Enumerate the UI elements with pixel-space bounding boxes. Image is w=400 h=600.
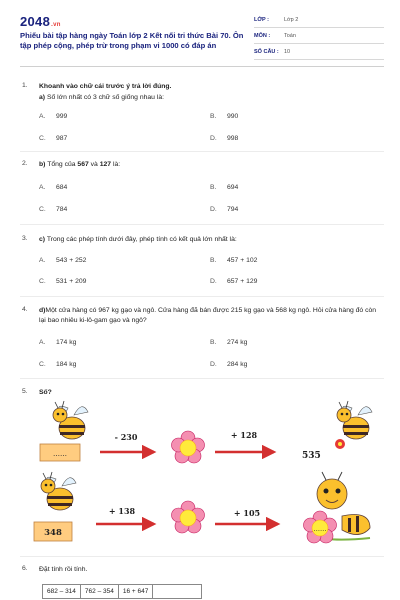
- option-value: 987: [56, 135, 68, 142]
- option-value: 990: [227, 113, 239, 120]
- question-instruction: [39, 82, 384, 92]
- result-number: 535: [302, 451, 321, 461]
- operation-label: - 230: [114, 432, 138, 442]
- option-a[interactable]: [39, 339, 76, 346]
- part-label: c): [39, 236, 46, 243]
- option-a[interactable]: [39, 113, 67, 120]
- option-letter: B.: [210, 339, 217, 346]
- question-number: 6.: [22, 565, 28, 572]
- answer-blank: ……: [313, 525, 327, 533]
- table-cell: 762 – 354: [80, 585, 118, 599]
- option-letter: C.: [39, 361, 46, 368]
- option-letter: A.: [39, 113, 46, 120]
- question-divider: [20, 556, 384, 557]
- option-b[interactable]: [210, 257, 257, 264]
- question-body: Một cửa hàng có 967 kg gạo và ngô. Cửa hàng đã bán được 215 kg gạo và 568 kg ngô. Hỏi cửa hàng đó còn lại bao nhiêu ki-lô-gam gạo và ngô?: [39, 307, 377, 324]
- option-letter: C.: [39, 278, 46, 285]
- logo-suffix: .vn: [51, 22, 61, 28]
- info-label: SỐ CÂU :: [254, 48, 279, 55]
- question-divider: [20, 151, 384, 152]
- bee-with-flower-icon: [335, 401, 372, 449]
- option-d[interactable]: [210, 361, 247, 368]
- question-number: 3.: [22, 235, 28, 242]
- question-body-pre: Tổng của: [47, 161, 78, 168]
- question-text: Số?: [39, 389, 52, 396]
- bee-icon: [53, 401, 88, 439]
- flower-icon[interactable]: [172, 501, 205, 533]
- option-value: 998: [227, 135, 239, 142]
- info-row-count: [254, 44, 384, 60]
- option-d[interactable]: [210, 206, 238, 213]
- option-letter: C.: [39, 135, 46, 142]
- info-label: MÔN :: [254, 32, 271, 39]
- number-highlight: 567: [77, 161, 89, 168]
- info-value: Lớp 2: [284, 16, 299, 23]
- operation-label: + 105: [233, 508, 261, 518]
- option-c[interactable]: [39, 206, 67, 213]
- option-letter: B.: [210, 184, 217, 191]
- question-number: 5.: [22, 388, 28, 395]
- question-divider: [20, 378, 384, 379]
- option-letter: D.: [210, 278, 217, 285]
- option-d[interactable]: [210, 278, 257, 285]
- worksheet-header: [20, 12, 384, 62]
- option-value: 174 kg: [56, 339, 77, 346]
- logo-text: 2048: [20, 14, 51, 29]
- option-value: 274 kg: [227, 339, 248, 346]
- option-letter: D.: [210, 135, 217, 142]
- instruction-text: Khoanh vào chữ cái trước ý trả lời đúng.: [39, 83, 172, 90]
- option-c[interactable]: [39, 361, 76, 368]
- option-c[interactable]: [39, 135, 67, 142]
- option-letter: A.: [39, 184, 46, 191]
- question-number: 4.: [22, 306, 28, 313]
- option-b[interactable]: [210, 113, 238, 120]
- info-value: Toán: [284, 32, 296, 39]
- option-letter: B.: [210, 113, 217, 120]
- bee-icon: [41, 472, 76, 510]
- part-label: d): [39, 307, 46, 314]
- operation-label: + 128: [230, 430, 258, 440]
- option-value: 284 kg: [227, 361, 248, 368]
- table-cell: 682 – 314: [43, 585, 81, 599]
- table-row: [43, 585, 202, 599]
- header-divider: [20, 66, 384, 67]
- option-value: 784: [56, 206, 68, 213]
- option-value: 531 + 209: [56, 278, 87, 285]
- option-value: 457 + 102: [227, 257, 258, 264]
- question-text: Đặt tính rồi tính.: [39, 566, 88, 573]
- question-body: Số lớn nhất có 3 chữ số giống nhau là:: [46, 94, 165, 101]
- option-letter: D.: [210, 361, 217, 368]
- option-value: 694: [227, 184, 239, 191]
- question-divider: [20, 296, 384, 297]
- option-letter: A.: [39, 257, 46, 264]
- site-logo[interactable]: [20, 14, 61, 29]
- option-c[interactable]: [39, 278, 86, 285]
- option-letter: A.: [39, 339, 46, 346]
- part-label: a): [39, 94, 46, 101]
- option-value: 657 + 129: [227, 278, 258, 285]
- number-highlight: 127: [99, 161, 112, 168]
- question-body-post: là:: [111, 161, 121, 168]
- question-body: Trong các phép tính dưới đây, phép tính có kết quả lớn nhất là:: [46, 236, 237, 243]
- part-label: b): [39, 161, 46, 168]
- question-text: [39, 306, 384, 326]
- info-panel: [254, 12, 384, 60]
- operation-label: + 138: [108, 506, 136, 516]
- question-number: 1.: [22, 82, 28, 89]
- question-text: [39, 93, 384, 103]
- option-a[interactable]: [39, 257, 86, 264]
- calculation-table: [42, 584, 202, 599]
- info-value: 10: [284, 48, 291, 55]
- option-value: 184 kg: [56, 361, 77, 368]
- flower-icon[interactable]: [172, 431, 205, 463]
- info-label: LỚP :: [254, 16, 269, 23]
- option-letter: D.: [210, 206, 217, 213]
- option-letter: C.: [39, 206, 46, 213]
- worksheet-title: Phiếu bài tập hàng ngày Toán lớp 2 Kết nối tri thức Bài 70. Ôn tập phép cộng, phép trừ trong phạm vi 1000 có đáp án: [20, 31, 244, 50]
- option-b[interactable]: [210, 339, 247, 346]
- question-number: 2.: [22, 160, 28, 167]
- start-number: 348: [44, 528, 62, 538]
- question-body-mid: và: [88, 161, 100, 168]
- option-value: 684: [56, 184, 68, 191]
- answer-blank: ……: [53, 450, 67, 458]
- option-value: 999: [56, 113, 68, 120]
- option-value: 794: [227, 206, 239, 213]
- option-value: 543 + 252: [56, 257, 87, 264]
- option-b[interactable]: [210, 184, 238, 191]
- question-divider: [20, 224, 384, 225]
- table-cell-empty[interactable]: [153, 585, 202, 599]
- info-row-class: [254, 12, 384, 28]
- option-letter: B.: [210, 257, 217, 264]
- info-row-subject: [254, 28, 384, 44]
- table-cell: 16 + 647: [118, 585, 152, 599]
- option-d[interactable]: [210, 135, 238, 142]
- number-chain-figure: [30, 400, 380, 550]
- question-text: [39, 235, 384, 245]
- option-a[interactable]: [39, 184, 67, 191]
- question-text: [39, 160, 384, 170]
